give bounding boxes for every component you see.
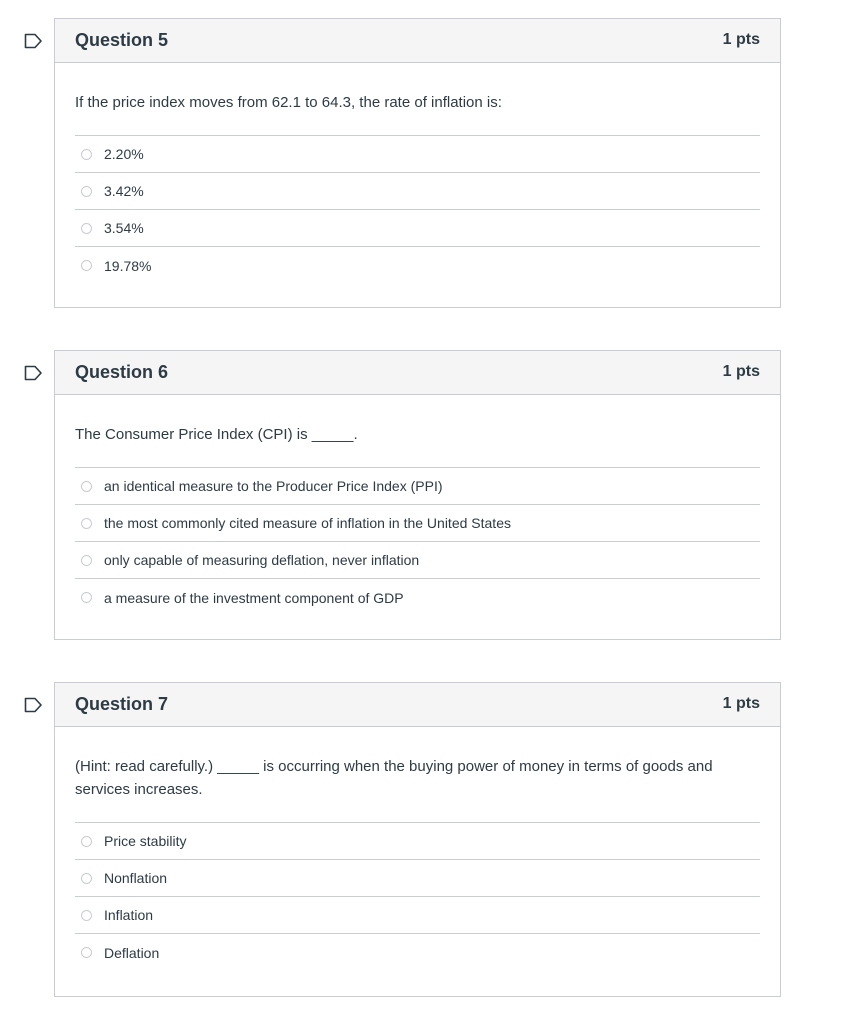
question-7 <box>54 682 781 997</box>
question-text: If the price index moves from 62.1 to 64.3, the rate of inflation is: <box>75 63 760 136</box>
question-body <box>55 395 780 616</box>
answer-option[interactable] <box>75 860 760 897</box>
answer-label: 3.42% <box>104 183 144 199</box>
answer-option[interactable] <box>75 579 760 616</box>
radio-button[interactable] <box>81 186 92 197</box>
radio-button[interactable] <box>81 149 92 160</box>
answer-label: Nonflation <box>104 870 168 886</box>
question-header <box>55 351 780 395</box>
radio-button[interactable] <box>81 555 92 566</box>
question-text: The Consumer Price Index (CPI) is _____. <box>75 395 760 468</box>
question-header <box>55 19 780 63</box>
radio-button[interactable] <box>81 223 92 234</box>
question-title: Question 5 <box>75 30 169 50</box>
radio-button[interactable] <box>81 836 92 847</box>
radio-button[interactable] <box>81 481 92 492</box>
answer-option[interactable] <box>75 934 760 971</box>
answer-list <box>75 136 760 284</box>
answer-label: Inflation <box>104 907 154 923</box>
radio-button[interactable] <box>81 873 92 884</box>
question-6 <box>54 350 781 640</box>
radio-button[interactable] <box>81 947 92 958</box>
answer-list <box>75 468 760 616</box>
bookmark-flag-icon[interactable] <box>24 697 43 713</box>
question-header <box>55 683 780 727</box>
question-points: 1 pts <box>722 31 760 48</box>
question-points: 1 pts <box>722 695 760 712</box>
answer-option[interactable] <box>75 542 760 579</box>
question-body <box>55 63 780 284</box>
bookmark-flag-icon[interactable] <box>24 33 43 49</box>
answer-option[interactable] <box>75 468 760 505</box>
radio-button[interactable] <box>81 592 92 603</box>
answer-option[interactable] <box>75 136 760 173</box>
answer-label: 2.20% <box>104 146 144 162</box>
answer-option[interactable] <box>75 210 760 247</box>
answer-option[interactable] <box>75 247 760 284</box>
radio-button[interactable] <box>81 518 92 529</box>
answer-option[interactable] <box>75 823 760 860</box>
answer-option[interactable] <box>75 173 760 210</box>
question-5 <box>54 18 781 308</box>
answer-list <box>75 823 760 971</box>
question-title: Question 7 <box>75 694 169 714</box>
bookmark-flag-icon[interactable] <box>24 365 43 381</box>
question-text: (Hint: read carefully.) _____ is occurring when the buying power of money in terms of goods and services increases. <box>75 727 760 823</box>
answer-option[interactable] <box>75 897 760 934</box>
question-points: 1 pts <box>722 363 760 380</box>
answer-label: Price stability <box>104 833 187 849</box>
answer-label: Deflation <box>104 944 160 961</box>
question-title: Question 6 <box>75 362 169 382</box>
radio-button[interactable] <box>81 260 92 271</box>
answer-label: 19.78% <box>104 257 152 274</box>
answer-label: only capable of measuring deflation, never inflation <box>104 552 420 568</box>
radio-button[interactable] <box>81 910 92 921</box>
answer-option[interactable] <box>75 505 760 542</box>
question-body <box>55 727 780 971</box>
answer-label: a measure of the investment component of GDP <box>104 589 404 606</box>
answer-label: 3.54% <box>104 220 144 236</box>
answer-label: the most commonly cited measure of inflation in the United States <box>104 515 511 531</box>
answer-label: an identical measure to the Producer Price Index (PPI) <box>104 478 443 494</box>
